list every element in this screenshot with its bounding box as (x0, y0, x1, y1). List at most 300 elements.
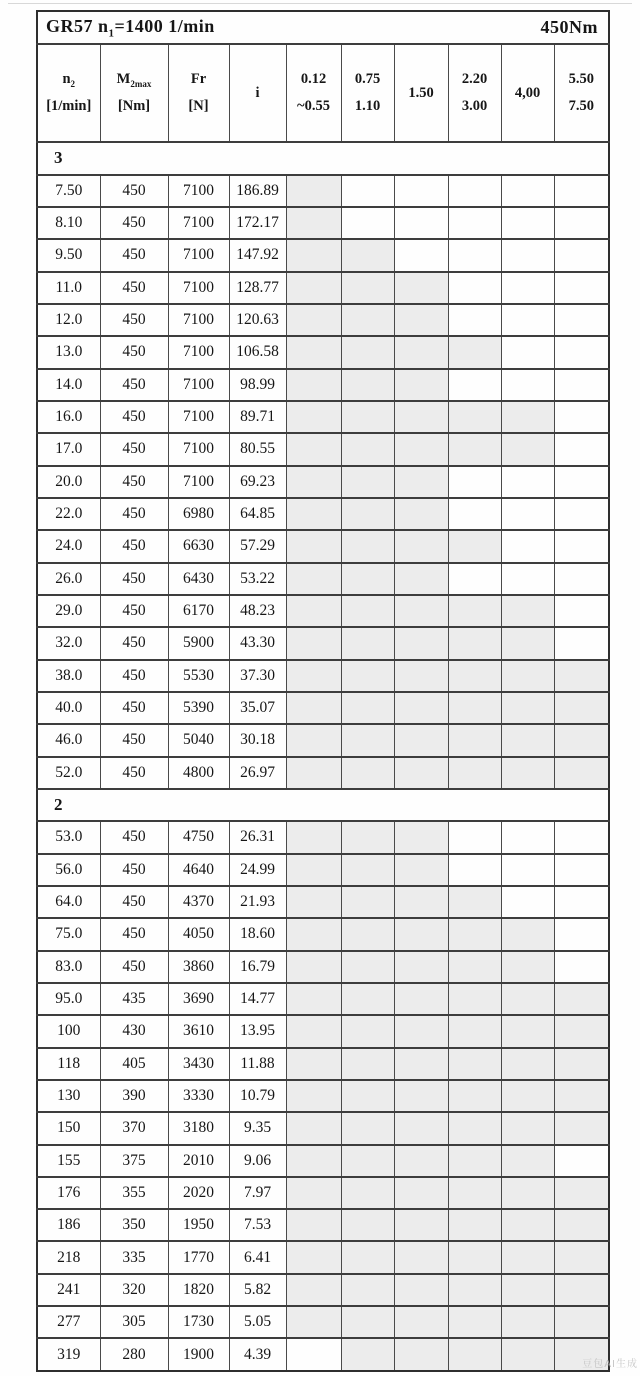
power-cell (341, 854, 394, 886)
power-cell (554, 627, 609, 659)
cell-m2max: 450 (100, 563, 168, 595)
table-row (37, 1274, 609, 1306)
cell-fr: 3430 (168, 1048, 229, 1080)
cell-n2: 150 (37, 1112, 100, 1144)
power-cell (448, 207, 501, 239)
table-row (37, 1306, 609, 1338)
cell-m2max: 450 (100, 498, 168, 530)
cell-fr: 7100 (168, 336, 229, 368)
power-cell (448, 692, 501, 724)
cell-fr: 2020 (168, 1177, 229, 1209)
cell-m2max: 390 (100, 1080, 168, 1112)
power-cell (286, 466, 341, 498)
power-cell (501, 175, 554, 207)
power-cell (554, 1241, 609, 1273)
power-cell (286, 854, 341, 886)
power-cell (394, 530, 448, 562)
cell-n2: 14.0 (37, 369, 100, 401)
cell-m2max: 450 (100, 272, 168, 304)
power-cell (448, 1112, 501, 1144)
power-cell (286, 951, 341, 983)
power-cell (448, 660, 501, 692)
cell-m2max: 450 (100, 757, 168, 789)
power-cell (501, 498, 554, 530)
cell-i: 18.60 (229, 918, 286, 950)
power-cell (341, 563, 394, 595)
power-cell (448, 1241, 501, 1273)
table-row (37, 821, 609, 853)
power-cell (501, 1015, 554, 1047)
power-cell (554, 498, 609, 530)
power-cell (394, 627, 448, 659)
torque-rating: 450Nm (540, 17, 599, 38)
cell-fr: 1730 (168, 1306, 229, 1338)
cell-n2: 40.0 (37, 692, 100, 724)
power-cell (286, 886, 341, 918)
cell-n2: 319 (37, 1338, 100, 1371)
power-cell (554, 1015, 609, 1047)
column-header-row (37, 44, 609, 142)
power-cell (501, 401, 554, 433)
power-cell (448, 951, 501, 983)
power-cell (448, 369, 501, 401)
scan-edge-line (8, 3, 632, 4)
table-row (37, 983, 609, 1015)
cell-n2: 22.0 (37, 498, 100, 530)
power-cell (286, 433, 341, 465)
cell-n2: 83.0 (37, 951, 100, 983)
power-cell (554, 336, 609, 368)
power-cell (341, 821, 394, 853)
cell-fr: 1900 (168, 1338, 229, 1371)
cell-m2max: 450 (100, 918, 168, 950)
cell-n2: 155 (37, 1145, 100, 1177)
header-power-4.00: 4,00 (501, 44, 554, 142)
power-cell (448, 336, 501, 368)
power-cell (554, 304, 609, 336)
power-cell (394, 854, 448, 886)
power-cell (501, 530, 554, 562)
cell-m2max: 280 (100, 1338, 168, 1371)
power-cell (341, 304, 394, 336)
cell-i: 69.23 (229, 466, 286, 498)
cell-m2max: 450 (100, 692, 168, 724)
power-cell (394, 498, 448, 530)
gearbox-rating-table (36, 10, 610, 1372)
power-cell (501, 369, 554, 401)
cell-fr: 1770 (168, 1241, 229, 1273)
table-row (37, 1112, 609, 1144)
cell-n2: 46.0 (37, 724, 100, 756)
power-cell (341, 724, 394, 756)
cell-n2: 11.0 (37, 272, 100, 304)
power-cell (394, 336, 448, 368)
power-cell (341, 498, 394, 530)
section-row (37, 142, 609, 174)
cell-fr: 3860 (168, 951, 229, 983)
power-cell (448, 627, 501, 659)
cell-i: 35.07 (229, 692, 286, 724)
power-cell (286, 369, 341, 401)
power-cell (286, 207, 341, 239)
power-cell (341, 627, 394, 659)
cell-fr: 7100 (168, 466, 229, 498)
power-cell (448, 886, 501, 918)
power-cell (341, 951, 394, 983)
power-cell (341, 1274, 394, 1306)
power-cell (286, 530, 341, 562)
power-cell (501, 304, 554, 336)
power-cell (501, 207, 554, 239)
power-cell (501, 1080, 554, 1112)
power-cell (341, 433, 394, 465)
power-cell (448, 821, 501, 853)
header-power-2.20-3.00: 2.20 3.00 (448, 44, 501, 142)
power-cell (448, 983, 501, 1015)
power-cell (341, 1145, 394, 1177)
power-cell (501, 1209, 554, 1241)
cell-n2: 56.0 (37, 854, 100, 886)
header-power-0.12-0.55: 0.12 ~0.55 (286, 44, 341, 142)
cell-fr: 3330 (168, 1080, 229, 1112)
cell-i: 37.30 (229, 660, 286, 692)
power-cell (286, 336, 341, 368)
power-cell (501, 821, 554, 853)
power-cell (394, 1241, 448, 1273)
power-cell (448, 401, 501, 433)
cell-fr: 7100 (168, 369, 229, 401)
section-row (37, 789, 609, 821)
title-subscript: 1 (108, 27, 115, 40)
cell-fr: 4050 (168, 918, 229, 950)
power-cell (341, 983, 394, 1015)
power-cell (448, 918, 501, 950)
cell-m2max: 430 (100, 1015, 168, 1047)
power-cell (341, 530, 394, 562)
power-cell (341, 1209, 394, 1241)
header-fr: Fr [N] (168, 44, 229, 142)
cell-n2: 32.0 (37, 627, 100, 659)
cell-n2: 24.0 (37, 530, 100, 562)
power-cell (394, 272, 448, 304)
power-cell (554, 724, 609, 756)
cell-i: 24.99 (229, 854, 286, 886)
cell-i: 9.06 (229, 1145, 286, 1177)
table-row (37, 595, 609, 627)
cell-i: 53.22 (229, 563, 286, 595)
power-cell (448, 1338, 501, 1371)
power-cell (341, 1112, 394, 1144)
power-cell (341, 272, 394, 304)
cell-fr: 3690 (168, 983, 229, 1015)
table-row (37, 951, 609, 983)
cell-fr: 5530 (168, 660, 229, 692)
cell-m2max: 450 (100, 595, 168, 627)
power-cell (286, 1048, 341, 1080)
cell-i: 98.99 (229, 369, 286, 401)
power-cell (501, 1145, 554, 1177)
power-cell (341, 1048, 394, 1080)
cell-i: 106.58 (229, 336, 286, 368)
power-cell (448, 1274, 501, 1306)
power-cell (341, 1306, 394, 1338)
power-cell (448, 1177, 501, 1209)
cell-fr: 5900 (168, 627, 229, 659)
cell-m2max: 320 (100, 1274, 168, 1306)
power-cell (341, 757, 394, 789)
power-cell (286, 272, 341, 304)
table-row (37, 207, 609, 239)
power-cell (286, 401, 341, 433)
table-row (37, 1177, 609, 1209)
power-cell (554, 1145, 609, 1177)
table-row (37, 401, 609, 433)
power-cell (448, 433, 501, 465)
table-row (37, 1338, 609, 1371)
power-cell (394, 207, 448, 239)
power-cell (341, 1338, 394, 1371)
table-row (37, 530, 609, 562)
cell-fr: 7100 (168, 272, 229, 304)
power-cell (341, 175, 394, 207)
power-cell (501, 1306, 554, 1338)
cell-fr: 1950 (168, 1209, 229, 1241)
power-cell (394, 563, 448, 595)
power-cell (448, 1209, 501, 1241)
power-cell (341, 401, 394, 433)
power-cell (286, 1306, 341, 1338)
cell-i: 5.05 (229, 1306, 286, 1338)
cell-n2: 26.0 (37, 563, 100, 595)
power-cell (501, 983, 554, 1015)
cell-fr: 4370 (168, 886, 229, 918)
cell-fr: 7100 (168, 433, 229, 465)
power-cell (394, 1274, 448, 1306)
cell-n2: 218 (37, 1241, 100, 1273)
table-row (37, 1048, 609, 1080)
power-cell (286, 1112, 341, 1144)
cell-n2: 130 (37, 1080, 100, 1112)
power-cell (501, 692, 554, 724)
cell-i: 21.93 (229, 886, 286, 918)
cell-n2: 241 (37, 1274, 100, 1306)
cell-fr: 7100 (168, 401, 229, 433)
power-cell (554, 1080, 609, 1112)
cell-i: 30.18 (229, 724, 286, 756)
cell-i: 9.35 (229, 1112, 286, 1144)
power-cell (554, 175, 609, 207)
cell-n2: 7.50 (37, 175, 100, 207)
cell-fr: 7100 (168, 207, 229, 239)
power-cell (554, 239, 609, 271)
cell-m2max: 450 (100, 854, 168, 886)
power-cell (341, 369, 394, 401)
power-cell (341, 336, 394, 368)
power-cell (286, 1177, 341, 1209)
power-cell (394, 401, 448, 433)
cell-fr: 7100 (168, 304, 229, 336)
power-cell (501, 951, 554, 983)
table-row (37, 886, 609, 918)
power-cell (554, 983, 609, 1015)
title-row (37, 11, 609, 44)
power-cell (286, 1015, 341, 1047)
cell-m2max: 450 (100, 175, 168, 207)
power-cell (394, 821, 448, 853)
cell-m2max: 405 (100, 1048, 168, 1080)
power-cell (448, 724, 501, 756)
cell-n2: 75.0 (37, 918, 100, 950)
power-cell (501, 1274, 554, 1306)
cell-i: 6.41 (229, 1241, 286, 1273)
power-cell (286, 1274, 341, 1306)
power-cell (394, 1080, 448, 1112)
power-cell (448, 175, 501, 207)
cell-m2max: 450 (100, 886, 168, 918)
table-row (37, 563, 609, 595)
cell-fr: 1820 (168, 1274, 229, 1306)
cell-fr: 6980 (168, 498, 229, 530)
cell-n2: 9.50 (37, 239, 100, 271)
cell-m2max: 435 (100, 983, 168, 1015)
power-cell (286, 918, 341, 950)
table-row (37, 304, 609, 336)
header-power-1.50: 1.50 (394, 44, 448, 142)
power-cell (341, 207, 394, 239)
power-cell (394, 983, 448, 1015)
power-cell (448, 563, 501, 595)
power-cell (554, 886, 609, 918)
cell-fr: 6170 (168, 595, 229, 627)
cell-m2max: 450 (100, 336, 168, 368)
power-cell (554, 369, 609, 401)
power-cell (394, 466, 448, 498)
power-cell (554, 951, 609, 983)
table-row (37, 1241, 609, 1273)
cell-i: 57.29 (229, 530, 286, 562)
cell-n2: 64.0 (37, 886, 100, 918)
power-cell (394, 1048, 448, 1080)
power-cell (394, 1209, 448, 1241)
cell-fr: 5040 (168, 724, 229, 756)
header-power-0.75-1.10: 0.75 1.10 (341, 44, 394, 142)
cell-i: 48.23 (229, 595, 286, 627)
power-cell (341, 886, 394, 918)
power-cell (341, 1080, 394, 1112)
power-cell (341, 1177, 394, 1209)
cell-i: 11.88 (229, 1048, 286, 1080)
power-cell (501, 886, 554, 918)
power-cell (394, 1015, 448, 1047)
cell-i: 4.39 (229, 1338, 286, 1371)
power-cell (286, 692, 341, 724)
cell-i: 5.82 (229, 1274, 286, 1306)
power-cell (394, 1338, 448, 1371)
power-cell (554, 1209, 609, 1241)
table-row (37, 724, 609, 756)
power-cell (554, 401, 609, 433)
cell-n2: 52.0 (37, 757, 100, 789)
power-cell (394, 595, 448, 627)
power-cell (394, 692, 448, 724)
cell-i: 26.97 (229, 757, 286, 789)
power-cell (286, 983, 341, 1015)
power-cell (501, 918, 554, 950)
table-row (37, 369, 609, 401)
power-cell (448, 272, 501, 304)
power-cell (501, 724, 554, 756)
power-cell (286, 724, 341, 756)
power-cell (286, 304, 341, 336)
header-i: i (229, 44, 286, 142)
cell-i: 186.89 (229, 175, 286, 207)
power-cell (394, 951, 448, 983)
cell-n2: 20.0 (37, 466, 100, 498)
power-cell (554, 595, 609, 627)
cell-n2: 277 (37, 1306, 100, 1338)
cell-i: 14.77 (229, 983, 286, 1015)
cell-m2max: 450 (100, 433, 168, 465)
cell-m2max: 370 (100, 1112, 168, 1144)
power-cell (554, 1274, 609, 1306)
power-cell (394, 1112, 448, 1144)
cell-fr: 3180 (168, 1112, 229, 1144)
cell-n2: 53.0 (37, 821, 100, 853)
power-cell (501, 1112, 554, 1144)
cell-m2max: 450 (100, 466, 168, 498)
table-row (37, 627, 609, 659)
power-cell (554, 272, 609, 304)
cell-i: 16.79 (229, 951, 286, 983)
cell-n2: 29.0 (37, 595, 100, 627)
cell-fr: 7100 (168, 175, 229, 207)
power-cell (394, 433, 448, 465)
power-cell (501, 595, 554, 627)
table-row (37, 498, 609, 530)
cell-m2max: 450 (100, 951, 168, 983)
cell-m2max: 450 (100, 821, 168, 853)
cell-n2: 16.0 (37, 401, 100, 433)
cell-i: 43.30 (229, 627, 286, 659)
table-row (37, 336, 609, 368)
power-cell (341, 918, 394, 950)
cell-m2max: 350 (100, 1209, 168, 1241)
cell-fr: 4640 (168, 854, 229, 886)
power-cell (554, 660, 609, 692)
table-title: GR57 $n_1=1400$ 1/min (46, 15, 215, 40)
cell-m2max: 450 (100, 369, 168, 401)
cell-fr: 6630 (168, 530, 229, 562)
cell-i: 7.53 (229, 1209, 286, 1241)
power-cell (394, 1145, 448, 1177)
power-cell (501, 433, 554, 465)
cell-fr: 5390 (168, 692, 229, 724)
table-row (37, 466, 609, 498)
power-cell (286, 498, 341, 530)
table-row (37, 757, 609, 789)
cell-fr: 6430 (168, 563, 229, 595)
power-cell (554, 918, 609, 950)
power-cell (286, 660, 341, 692)
power-cell (341, 239, 394, 271)
power-cell (448, 757, 501, 789)
table-row (37, 918, 609, 950)
table-row (37, 175, 609, 207)
header-m2max: $M_{2max}$ [Nm] (100, 44, 168, 142)
power-cell (554, 854, 609, 886)
cell-i: 10.79 (229, 1080, 286, 1112)
cell-m2max: 450 (100, 724, 168, 756)
